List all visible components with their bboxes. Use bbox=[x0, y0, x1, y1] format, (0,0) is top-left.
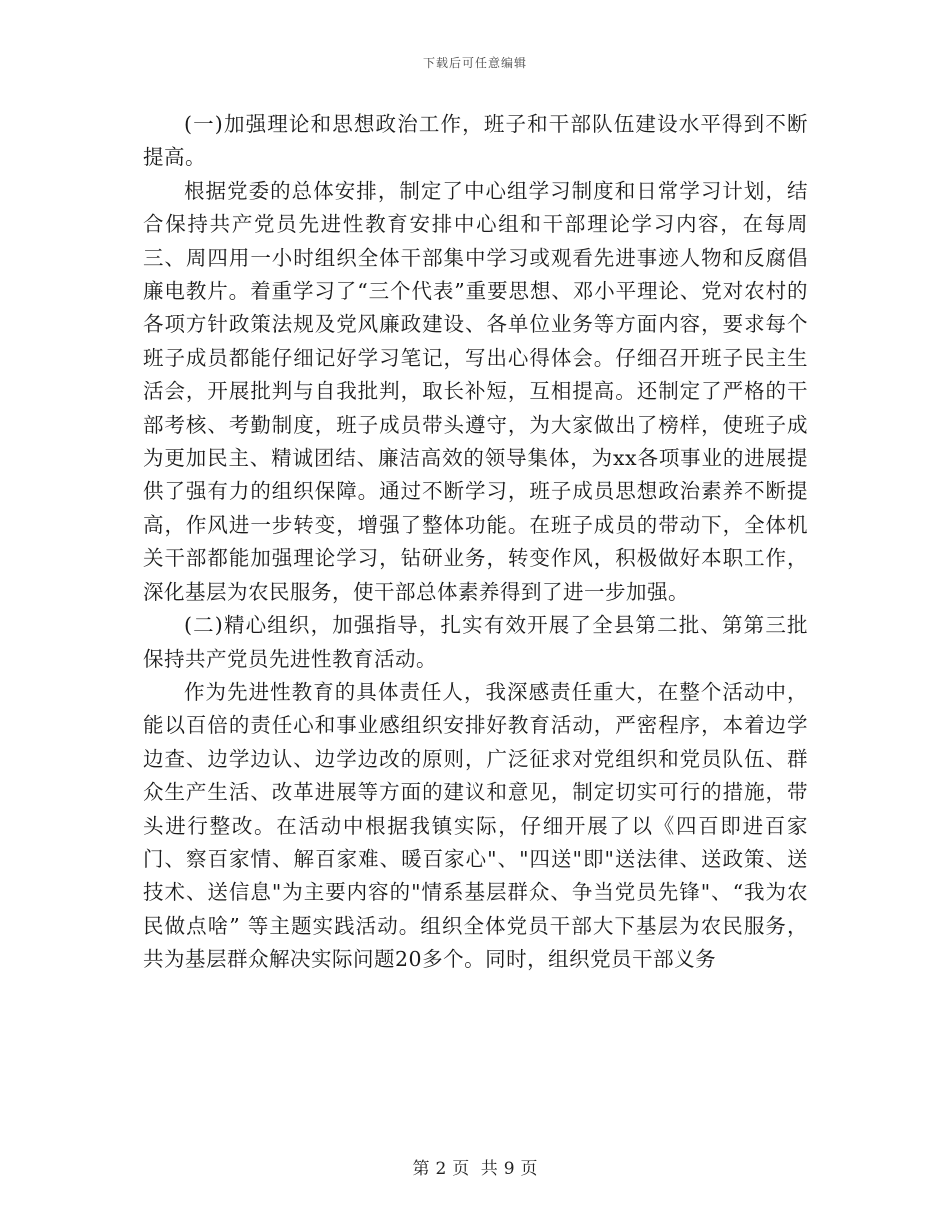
page-footer bbox=[0, 1154, 950, 1179]
footer-suffix: 页 bbox=[520, 1159, 538, 1179]
document-body bbox=[143, 108, 808, 977]
footer-mid: 页 共 bbox=[452, 1159, 498, 1179]
footer-page-number: 2 bbox=[435, 1159, 447, 1179]
paragraph-section-one-heading: (一)加强理论和思想政治工作，班子和干部队伍建设水平得到不断提高。 bbox=[143, 112, 808, 170]
footer-prefix: 第 bbox=[412, 1159, 430, 1179]
header-note: 下载后可任意编辑 bbox=[422, 56, 527, 70]
footer-page-total: 9 bbox=[503, 1159, 515, 1179]
paragraph-study-system: 根据党委的总体安排，制定了中心组学习制度和日常学习计划，结合保持共产党员先进性教育安排中心组和干部理论学习内容，在每周三、周四用一小时组织全体干部集中学习或观看先进事迹人物和反腐倡廉电教片。着重学习了“三个代表”重要思想、邓小平理论、党对农村的各项方针政策法规及党风廉政建设、各单位业务等方面内容，要求每个班子成员都能仔细记好学习笔记，写出心得体会。仔细召开班子民主生活会，开展批判与自我批判，取长补短，互相提高。还制定了严格的干部考核、考勤制度，班子成员带头遵守，为大家做出了榜样，使班子成为更加民主、精诚团结、廉洁高效的领导集体，为xx各项事业的进展提供了强有力的组织保障。通过不断学习，班子成员思想政治素养不断提高，作风进一步转变，增强了整体功能。在班子成员的带动下，全体机关干部都能加强理论学习，钻研业务，转变作风，积极做好本职工作，深化基层为农民服务，使干部总体素养得到了进一步加强。 bbox=[143, 178, 808, 604]
paragraph-section-two-heading: (二)精心组织，加强指导，扎实有效开展了全县第二批、第第三批保持共产党员先进性教育活动。 bbox=[143, 613, 808, 671]
paragraph-education-activity: 作为先进性教育的具体责任人，我深感责任重大，在整个活动中，能以百倍的责任心和事业感组织安排好教育活动，严密程序，本着边学边查、边学边认、边学边改的原则，广泛征求对党组织和党员队伍、群众生产生活、改革进展等方面的建议和意见，制定切实可行的措施，带头进行整改。在活动中根据我镇实际，仔细开展了以《四百即进百家门、察百家情、解百家难、暖百家心"、"四送"即"送法律、送政策、送技术、送信息"为主要内容的"情系基层群众、争当党员先锋"、“我为农民做点啥” 等主题实践活动。组织全体党员干部大下基层为农民服务，共为基层群众解决实际问题20多个。同时，组织党员干部义务 bbox=[143, 679, 808, 972]
